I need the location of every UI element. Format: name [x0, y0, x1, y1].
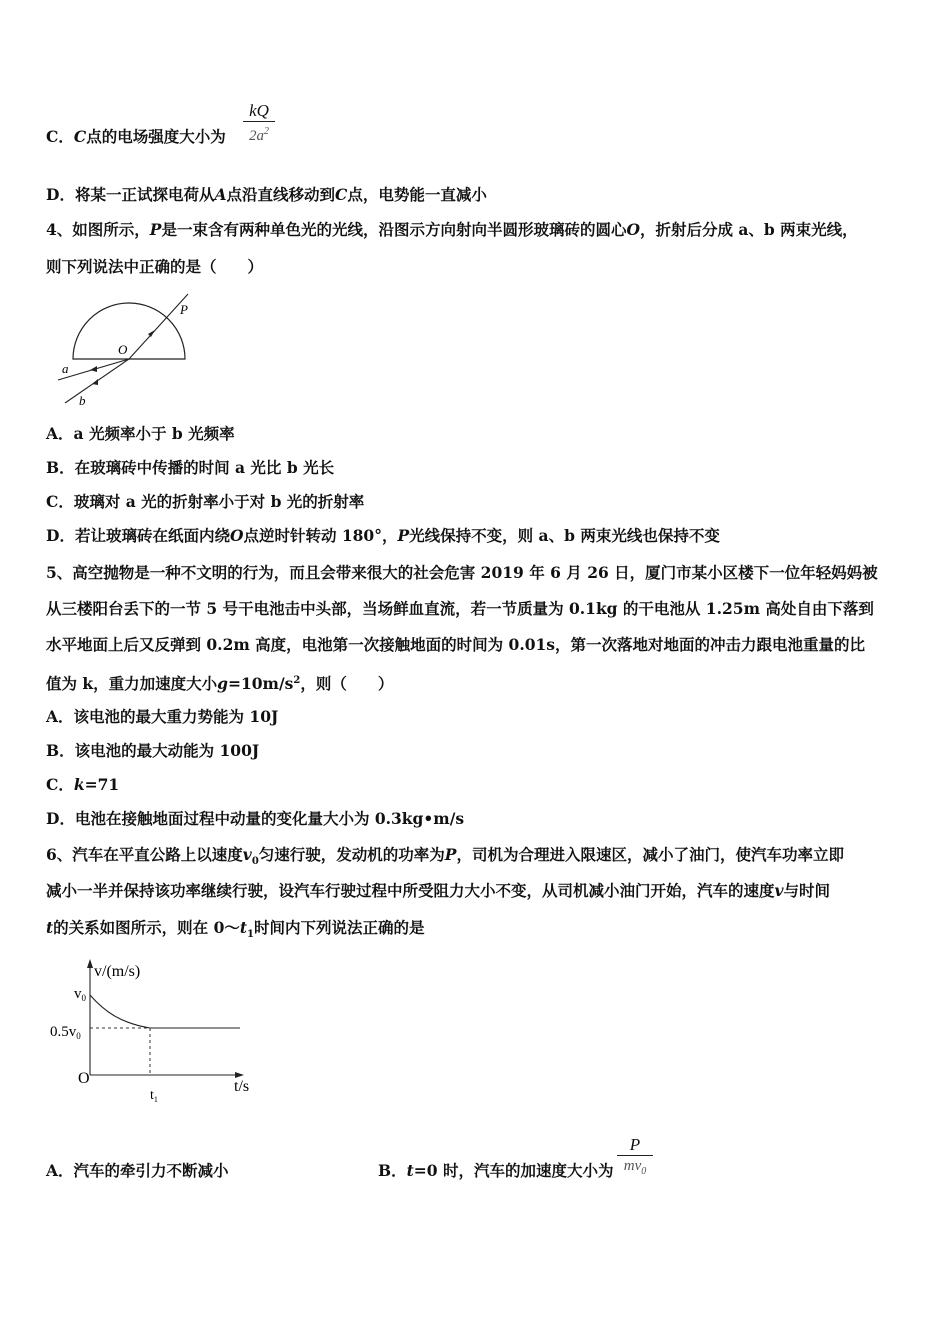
ray-p-arrow: [148, 330, 155, 337]
q6-stem-line-3: t的关系如图所示，则在 $0\sim t_1$时间内下列说法正确的是: [46, 918, 425, 941]
y-label: v/(m/s): [94, 963, 141, 980]
label-a: a: [62, 361, 69, 376]
q4-stem-line-2: 则下列说法中正确的是（ ）: [46, 257, 264, 276]
q5-stem-line-1: 5、高空抛物是一种不文明的行为，而且会带来很大的社会危害 2019 年 6 月 26 日，厦门市某小区楼下一位年轻妈妈被: [46, 563, 878, 582]
q4-stem-line-1: 4、如图所示，P是一束含有两种单色光的光线，沿图示方向射向半圆形玻璃砖的圆心O，折射后分成 a、b 两束光线，: [46, 220, 858, 239]
q5-option-c: C．k=71: [46, 775, 120, 794]
velocity-curve: [90, 995, 240, 1028]
q3-option-c: C．C点的电场强度大小为: [46, 127, 226, 146]
ray-a-arrow: [90, 366, 97, 372]
semicircle: [73, 303, 185, 359]
q4-option-a: A．a 光频率小于 b 光频率: [46, 424, 235, 443]
q6-option-b-fraction: P $mv_0$: [617, 1135, 653, 1182]
label-p: P: [180, 302, 188, 317]
ray-b-arrow: [92, 379, 98, 385]
q6-vt-graph: [46, 955, 266, 1107]
q4-option-b: B．在玻璃砖中传播的时间 a 光比 b 光长: [46, 458, 335, 477]
label-b: b: [79, 393, 86, 408]
t1-label: $t_1$: [150, 1088, 158, 1104]
q6-stem-line-1: 6、汽车在平直公路上以速度$v_0$匀速行驶，发动机的功率为P，司机为合理进入限速区，减小了油门，使汽车功率立即: [46, 845, 844, 868]
label-o: O: [118, 342, 128, 357]
q3-option-c-fraction: kQ $2a^2$: [243, 101, 275, 146]
q5-stem-line-2: 从三楼阳台丢下的一节 5 号干电池击中头部，当场鲜血直流，若一节质量为 0.1kg 的干电池从 1.25m 高处自由下落到: [46, 599, 874, 618]
q5-stem-line-4: 值为 k，重力加速度大小$g=10m/s^2$，则（ ）: [46, 674, 394, 694]
origin-label: O: [78, 1070, 90, 1087]
q4-glass-figure: [50, 290, 210, 415]
q6-stem-line-2: 减小一半并保持该功率继续行驶，设汽车行驶过程中所受阻力大小不变，从司机减小油门开始，汽车的速度v与时间: [46, 881, 831, 900]
q5-option-d: D．电池在接触地面过程中动量的变化量大小为 0.3kg•m/s: [46, 809, 465, 828]
q5-option-a: A．该电池的最大重力势能为 10J: [46, 707, 279, 726]
y-axis-arrow: [87, 959, 93, 968]
q4-option-c: C．玻璃对 a 光的折射率小于对 b 光的折射率: [46, 492, 365, 511]
x-label: t/s: [234, 1078, 250, 1095]
half-v0-label: $0.5v_0$: [50, 1024, 81, 1041]
v0-label: $v_0$: [74, 986, 86, 1003]
q3-option-d: D．将某一正试探电荷从A点沿直线移动到C点，电势能一直减小: [46, 185, 487, 204]
q6-option-a: A．汽车的牵引力不断减小: [46, 1161, 229, 1180]
q5-stem-line-3: 水平地面上后又反弹到 0.2m 高度，电池第一次接触地面的时间为 0.01s，第一次落地对地面的冲击力跟电池重量的比: [46, 635, 866, 654]
q6-option-b: B．t=0 时，汽车的加速度大小为: [378, 1161, 614, 1180]
q4-option-d: D．若让玻璃砖在纸面内绕O点逆时针转动 180°，P光线保持不变，则 a、b 两束光线也保持不变: [46, 526, 720, 545]
q5-option-b: B．该电池的最大动能为 100J: [46, 741, 260, 760]
